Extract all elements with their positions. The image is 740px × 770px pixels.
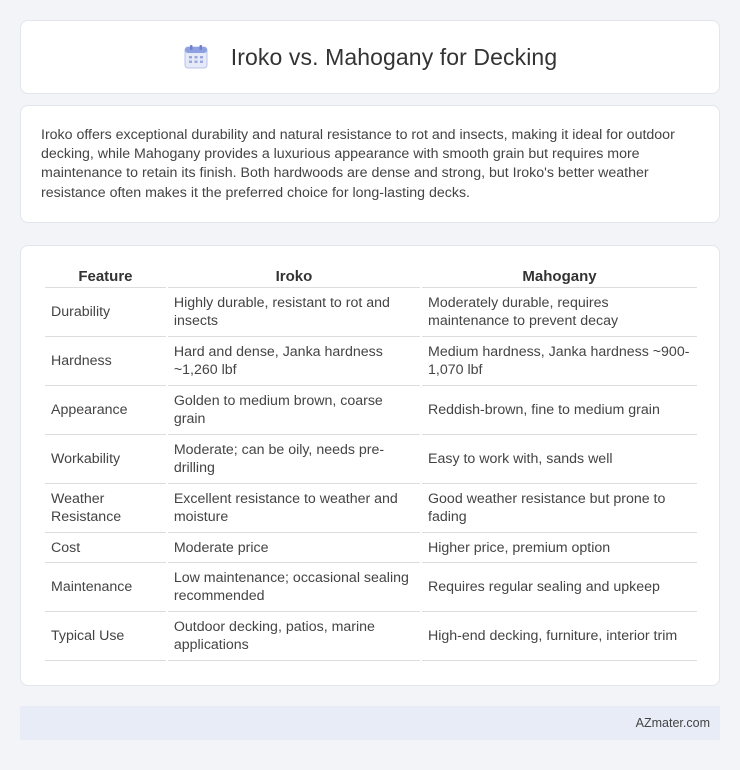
intro-card bbox=[20, 105, 720, 223]
table-row bbox=[45, 533, 697, 563]
calendar-icon bbox=[183, 44, 209, 70]
page-title: Iroko vs. Mahogany for Decking bbox=[230, 43, 558, 70]
feature-cell: Typical Use bbox=[45, 612, 166, 661]
header-iroko: Iroko bbox=[168, 266, 420, 288]
iroko-cell: Moderate price bbox=[168, 533, 420, 563]
mahogany-cell: Higher price, premium option bbox=[422, 533, 697, 563]
iroko-cell: Hard and dense, Janka hardness ~1,260 lbf bbox=[168, 337, 420, 386]
mahogany-cell: Reddish-brown, fine to medium grain bbox=[422, 386, 697, 435]
feature-cell: Cost bbox=[45, 533, 166, 563]
iroko-cell: Low maintenance; occasional sealing recommended bbox=[168, 563, 420, 612]
comparison-table bbox=[43, 266, 699, 661]
mahogany-cell: Easy to work with, sands well bbox=[422, 435, 697, 484]
table-row bbox=[45, 612, 697, 661]
table-row bbox=[45, 563, 697, 612]
feature-cell: Hardness bbox=[45, 337, 166, 386]
iroko-cell: Moderate; can be oily, needs pre-drilling bbox=[168, 435, 420, 484]
feature-cell: Weather Resistance bbox=[45, 484, 166, 533]
mahogany-cell: Medium hardness, Janka hardness ~900-1,070 lbf bbox=[422, 337, 697, 386]
mahogany-cell: High-end decking, furniture, interior trim bbox=[422, 612, 697, 661]
feature-cell: Workability bbox=[45, 435, 166, 484]
table-row bbox=[45, 386, 697, 435]
mahogany-cell: Requires regular sealing and upkeep bbox=[422, 563, 697, 612]
iroko-cell: Excellent resistance to weather and moisture bbox=[168, 484, 420, 533]
header-mahogany: Mahogany bbox=[422, 266, 697, 288]
title-card bbox=[20, 20, 720, 94]
feature-cell: Maintenance bbox=[45, 563, 166, 612]
footer bbox=[20, 706, 720, 740]
intro-text: Iroko offers exceptional durability and natural resistance to rot and insects, making it ideal for outdoor decking, while Mahogany provides a luxurious appearance with smooth grain but requires more maintenance to retain its finish. Both hardwoods are dense and strong, but Iroko's better weather resistance often makes it the preferred choice for long-lasting decks. bbox=[41, 127, 675, 201]
iroko-cell: Golden to medium brown, coarse grain bbox=[168, 386, 420, 435]
table-header-row bbox=[45, 266, 697, 288]
mahogany-cell: Good weather resistance but prone to fading bbox=[422, 484, 697, 533]
iroko-cell: Highly durable, resistant to rot and insects bbox=[168, 288, 420, 337]
mahogany-cell: Moderately durable, requires maintenance to prevent decay bbox=[422, 288, 697, 337]
table-row bbox=[45, 288, 697, 337]
iroko-cell: Outdoor decking, patios, marine applications bbox=[168, 612, 420, 661]
feature-cell: Durability bbox=[45, 288, 166, 337]
table-row bbox=[45, 435, 697, 484]
table-row bbox=[45, 337, 697, 386]
footer-brand[interactable]: AZmater.com bbox=[635, 716, 710, 730]
comparison-card bbox=[20, 245, 720, 686]
feature-cell: Appearance bbox=[45, 386, 166, 435]
header-feature: Feature bbox=[45, 266, 166, 288]
table-row bbox=[45, 484, 697, 533]
